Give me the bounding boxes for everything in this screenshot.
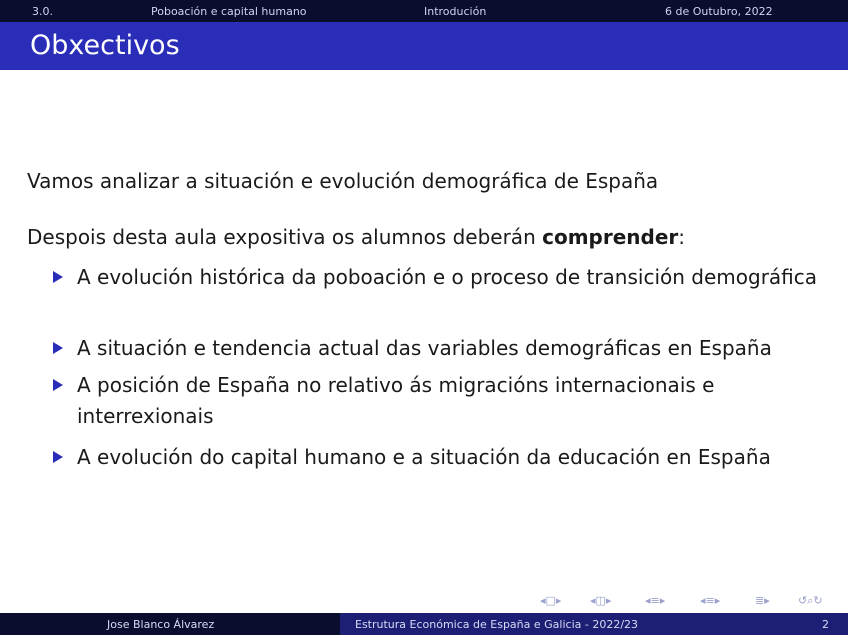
beamer-navigation bbox=[540, 594, 840, 608]
bullet-triangle-icon bbox=[53, 451, 63, 463]
align-icon[interactable]: ≣▸ bbox=[755, 594, 770, 607]
next-section-icon[interactable]: ◂≡▸ bbox=[700, 594, 721, 607]
footer-course: Estrutura Económica de España e Galicia - 2022/23 bbox=[355, 618, 639, 631]
header-part[interactable]: Introdución bbox=[424, 5, 487, 18]
bullet-triangle-icon bbox=[53, 379, 63, 391]
list-item-text: A evolución histórica da poboación e o proceso de transición demográfica bbox=[77, 265, 818, 289]
page-title: Obxectivos bbox=[30, 30, 180, 61]
intro-text: Vamos analizar a situación e evolución demográfica de España bbox=[27, 169, 659, 193]
title-bar bbox=[0, 22, 848, 70]
bullet-triangle-icon bbox=[53, 342, 63, 354]
first-frame-icon[interactable]: ◂□▸ bbox=[540, 594, 562, 607]
footer-page-number: 2 bbox=[822, 618, 829, 631]
footer-bar bbox=[0, 613, 848, 635]
lead-emphasis: comprender bbox=[542, 225, 679, 249]
prev-section-icon[interactable]: ◂≡▸ bbox=[645, 594, 666, 607]
header-date: 6 de Outubro, 2022 bbox=[665, 5, 773, 18]
header-subtitle[interactable]: Poboación e capital humano bbox=[151, 5, 307, 18]
header-bar bbox=[0, 0, 848, 22]
bullet-triangle-icon bbox=[53, 271, 63, 283]
lead-text bbox=[27, 225, 685, 249]
list-item-text: A evolución do capital humano e a situación da educación en España bbox=[77, 445, 771, 469]
zoom-icon[interactable]: ↺⌕↻ bbox=[798, 594, 823, 607]
prev-frame-icon[interactable]: ◂◫▸ bbox=[590, 594, 612, 607]
header-section: 3.0. bbox=[32, 5, 53, 18]
footer-author: Jose Blanco Álvarez bbox=[107, 618, 215, 631]
list-item-text: A posición de España no relativo ás migracións internacionais e interrexionais bbox=[77, 373, 715, 428]
lead-text-start: Despois desta aula expositiva os alumnos deberán bbox=[27, 225, 543, 249]
list-item-text: A situación e tendencia actual das variables demográficas en España bbox=[77, 336, 772, 360]
lead-text-end: : bbox=[678, 225, 686, 249]
